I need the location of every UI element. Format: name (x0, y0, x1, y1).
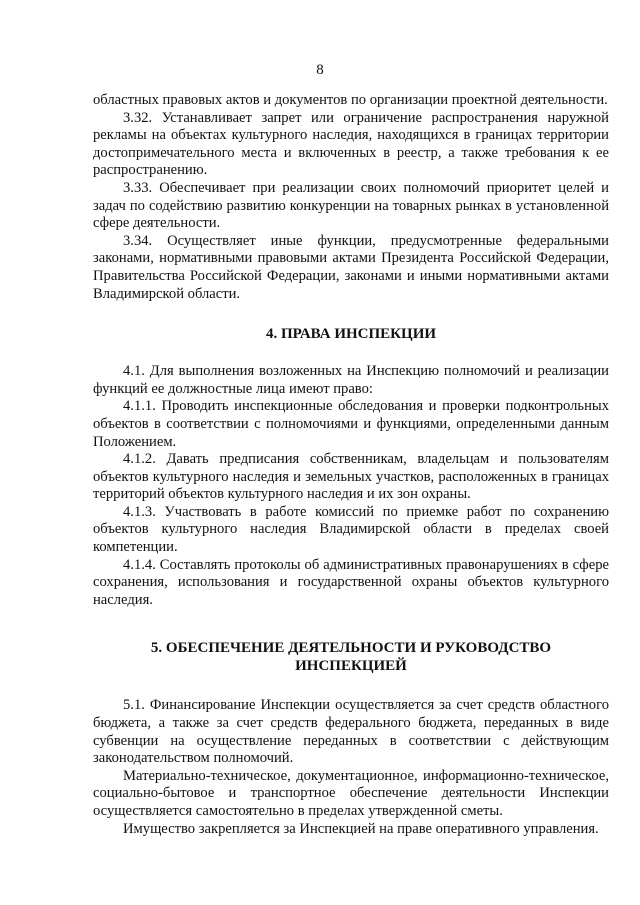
paragraph-5-1-support: Материально-техническое, документационное, информационно-техническое, социально-бытовое и транспортное обеспечение деятельности Инспекции осуществляется самостоятельно в пределах утвержденной сметы. (93, 767, 609, 819)
paragraph-4-1-2: 4.1.2. Давать предписания собственникам, владельцам и пользователям объектов культурного наследия и земельных участков, расположенных в границах территорий объектов культурного наследия и их зон охраны. (93, 451, 609, 503)
section-5-heading (93, 639, 609, 675)
paragraph-4-1-3: 4.1.3. Участвовать в работе комиссий по приемке работ по сохранению объектов культурного наследия Владимирской области в пределах своей компетенции. (93, 503, 609, 556)
section-5-heading-line-1: 5. ОБЕСПЕЧЕНИЕ ДЕЯТЕЛЬНОСТИ И РУКОВОДСТВО (150, 640, 552, 657)
paragraph-continuation: областных правовых актов и документов по организации проектной деятельности. (93, 92, 608, 108)
section-4-heading: 4. ПРАВА ИНСПЕКЦИИ (265, 326, 437, 343)
paragraph-3-34: 3.34. Осуществляет иные функции, предусмотренные федеральными законами, нормативными правовыми актами Президента Российской Федерации, Правительства Российской Федерации, законами и иными нормативными актами Владимирской области. (93, 232, 609, 302)
paragraph-4-1: 4.1. Для выполнения возложенных на Инспекцию полномочий и реализации функций ее должностные лица имеют право: (93, 363, 609, 397)
paragraph-5-1-property: Имущество закрепляется за Инспекцией на праве оперативного управления. (123, 820, 599, 837)
paragraph-4-1-1: 4.1.1. Проводить инспекционные обследования и проверки подконтрольных объектов в соответствии с полномочиями и функциями, определенными данным Положением. (93, 398, 609, 450)
document-body (93, 92, 609, 838)
page-number: 8 (316, 62, 324, 78)
paragraph-4-1-4: 4.1.4. Составлять протоколы об административных правонарушениях в сфере сохранения, использования и государственной охраны объектов культурного наследия. (93, 556, 609, 608)
paragraph-3-33: 3.33. Обеспечивает при реализации своих полномочий приоритет целей и задач по содействию развитию конкуренции на товарных рынках в установленной сфере деятельности. (93, 179, 609, 232)
section-5-heading-line-2: ИНСПЕКЦИЕЙ (295, 658, 407, 675)
paragraph-3-32: 3.32. Устанавливает запрет или ограничение распространения наружной рекламы на объектах культурного наследия, находящихся в границах территории достопримечательного места и включенных в реестр, а также требования к ее распространению. (93, 109, 609, 179)
paragraph-5-1: 5.1. Финансирование Инспекции осуществляется за счет средств областного бюджета, а также за счет средств федерального бюджета, переданных в виде субвенции на осуществление переданных в соответствии с действующим законодательством полномочий. (93, 697, 609, 767)
